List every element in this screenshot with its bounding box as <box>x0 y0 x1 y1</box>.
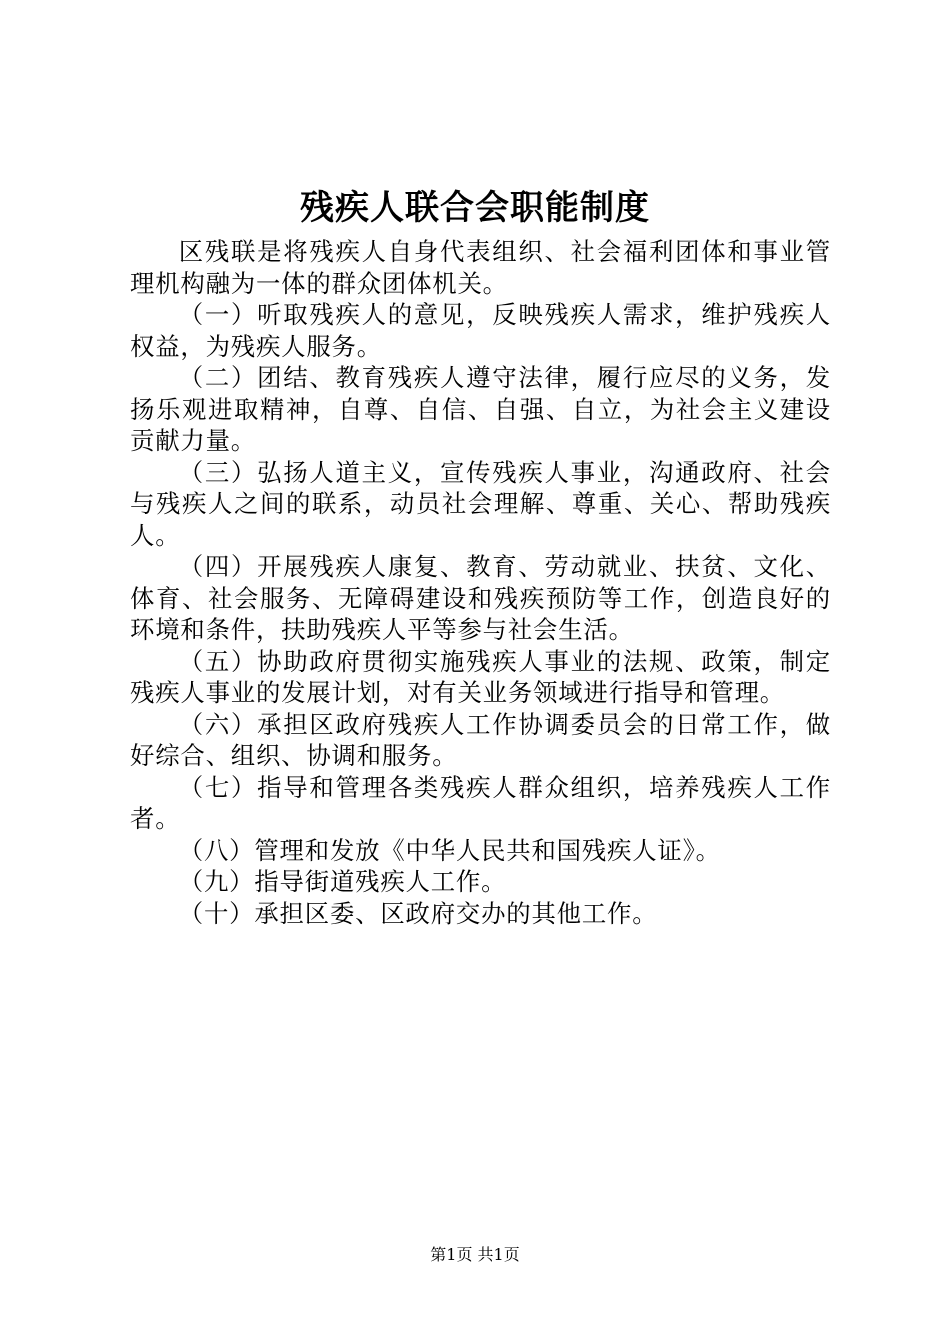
document-body <box>130 236 831 929</box>
duty-item-3: （三）弘扬人道主义，宣传残疾人事业，沟通政府、社会与残疾人之间的联系，动员社会理解、尊重、关心、帮助残疾人。 <box>130 457 831 550</box>
page-number-footer: 第1页 共1页 <box>430 1245 520 1264</box>
duty-item-9: （九）指导街道残疾人工作。 <box>178 867 507 896</box>
document-title: 残疾人联合会职能制度 <box>300 188 650 228</box>
duty-item-2: （二）团结、教育残疾人遵守法律，履行应尽的义务，发扬乐观进取精神，自尊、自信、自强、自立，为社会主义建设贡献力量。 <box>130 363 831 455</box>
duty-item-8: （八）管理和发放《中华人民共和国残疾人证》。 <box>178 835 721 865</box>
duty-item-1: （一）听取残疾人的意见，反映残疾人需求，维护残疾人权益，为残疾人服务。 <box>130 300 831 361</box>
duty-item-4: （四）开展残疾人康复、教育、劳动就业、扶贫、文化、体育、社会服务、无障碍建设和残疾预防等工作，创造良好的环境和条件，扶助残疾人平等参与社会生活。 <box>130 552 831 644</box>
duty-item-7: （七）指导和管理各类残疾人群众组织，培养残疾人工作者。 <box>130 772 831 833</box>
duty-item-6: （六）承担区政府残疾人工作协调委员会的日常工作，做好综合、组织、协调和服务。 <box>130 709 831 770</box>
intro-paragraph: 区残联是将残疾人自身代表组织、社会福利团体和事业管理机构融为一体的群众团体机关。 <box>130 237 831 298</box>
duty-item-5: （五）协助政府贯彻实施残疾人事业的法规、政策，制定残疾人事业的发展计划，对有关业务领域进行指导和管理。 <box>130 646 831 707</box>
duty-item-10: （十）承担区委、区政府交办的其他工作。 <box>178 898 658 928</box>
